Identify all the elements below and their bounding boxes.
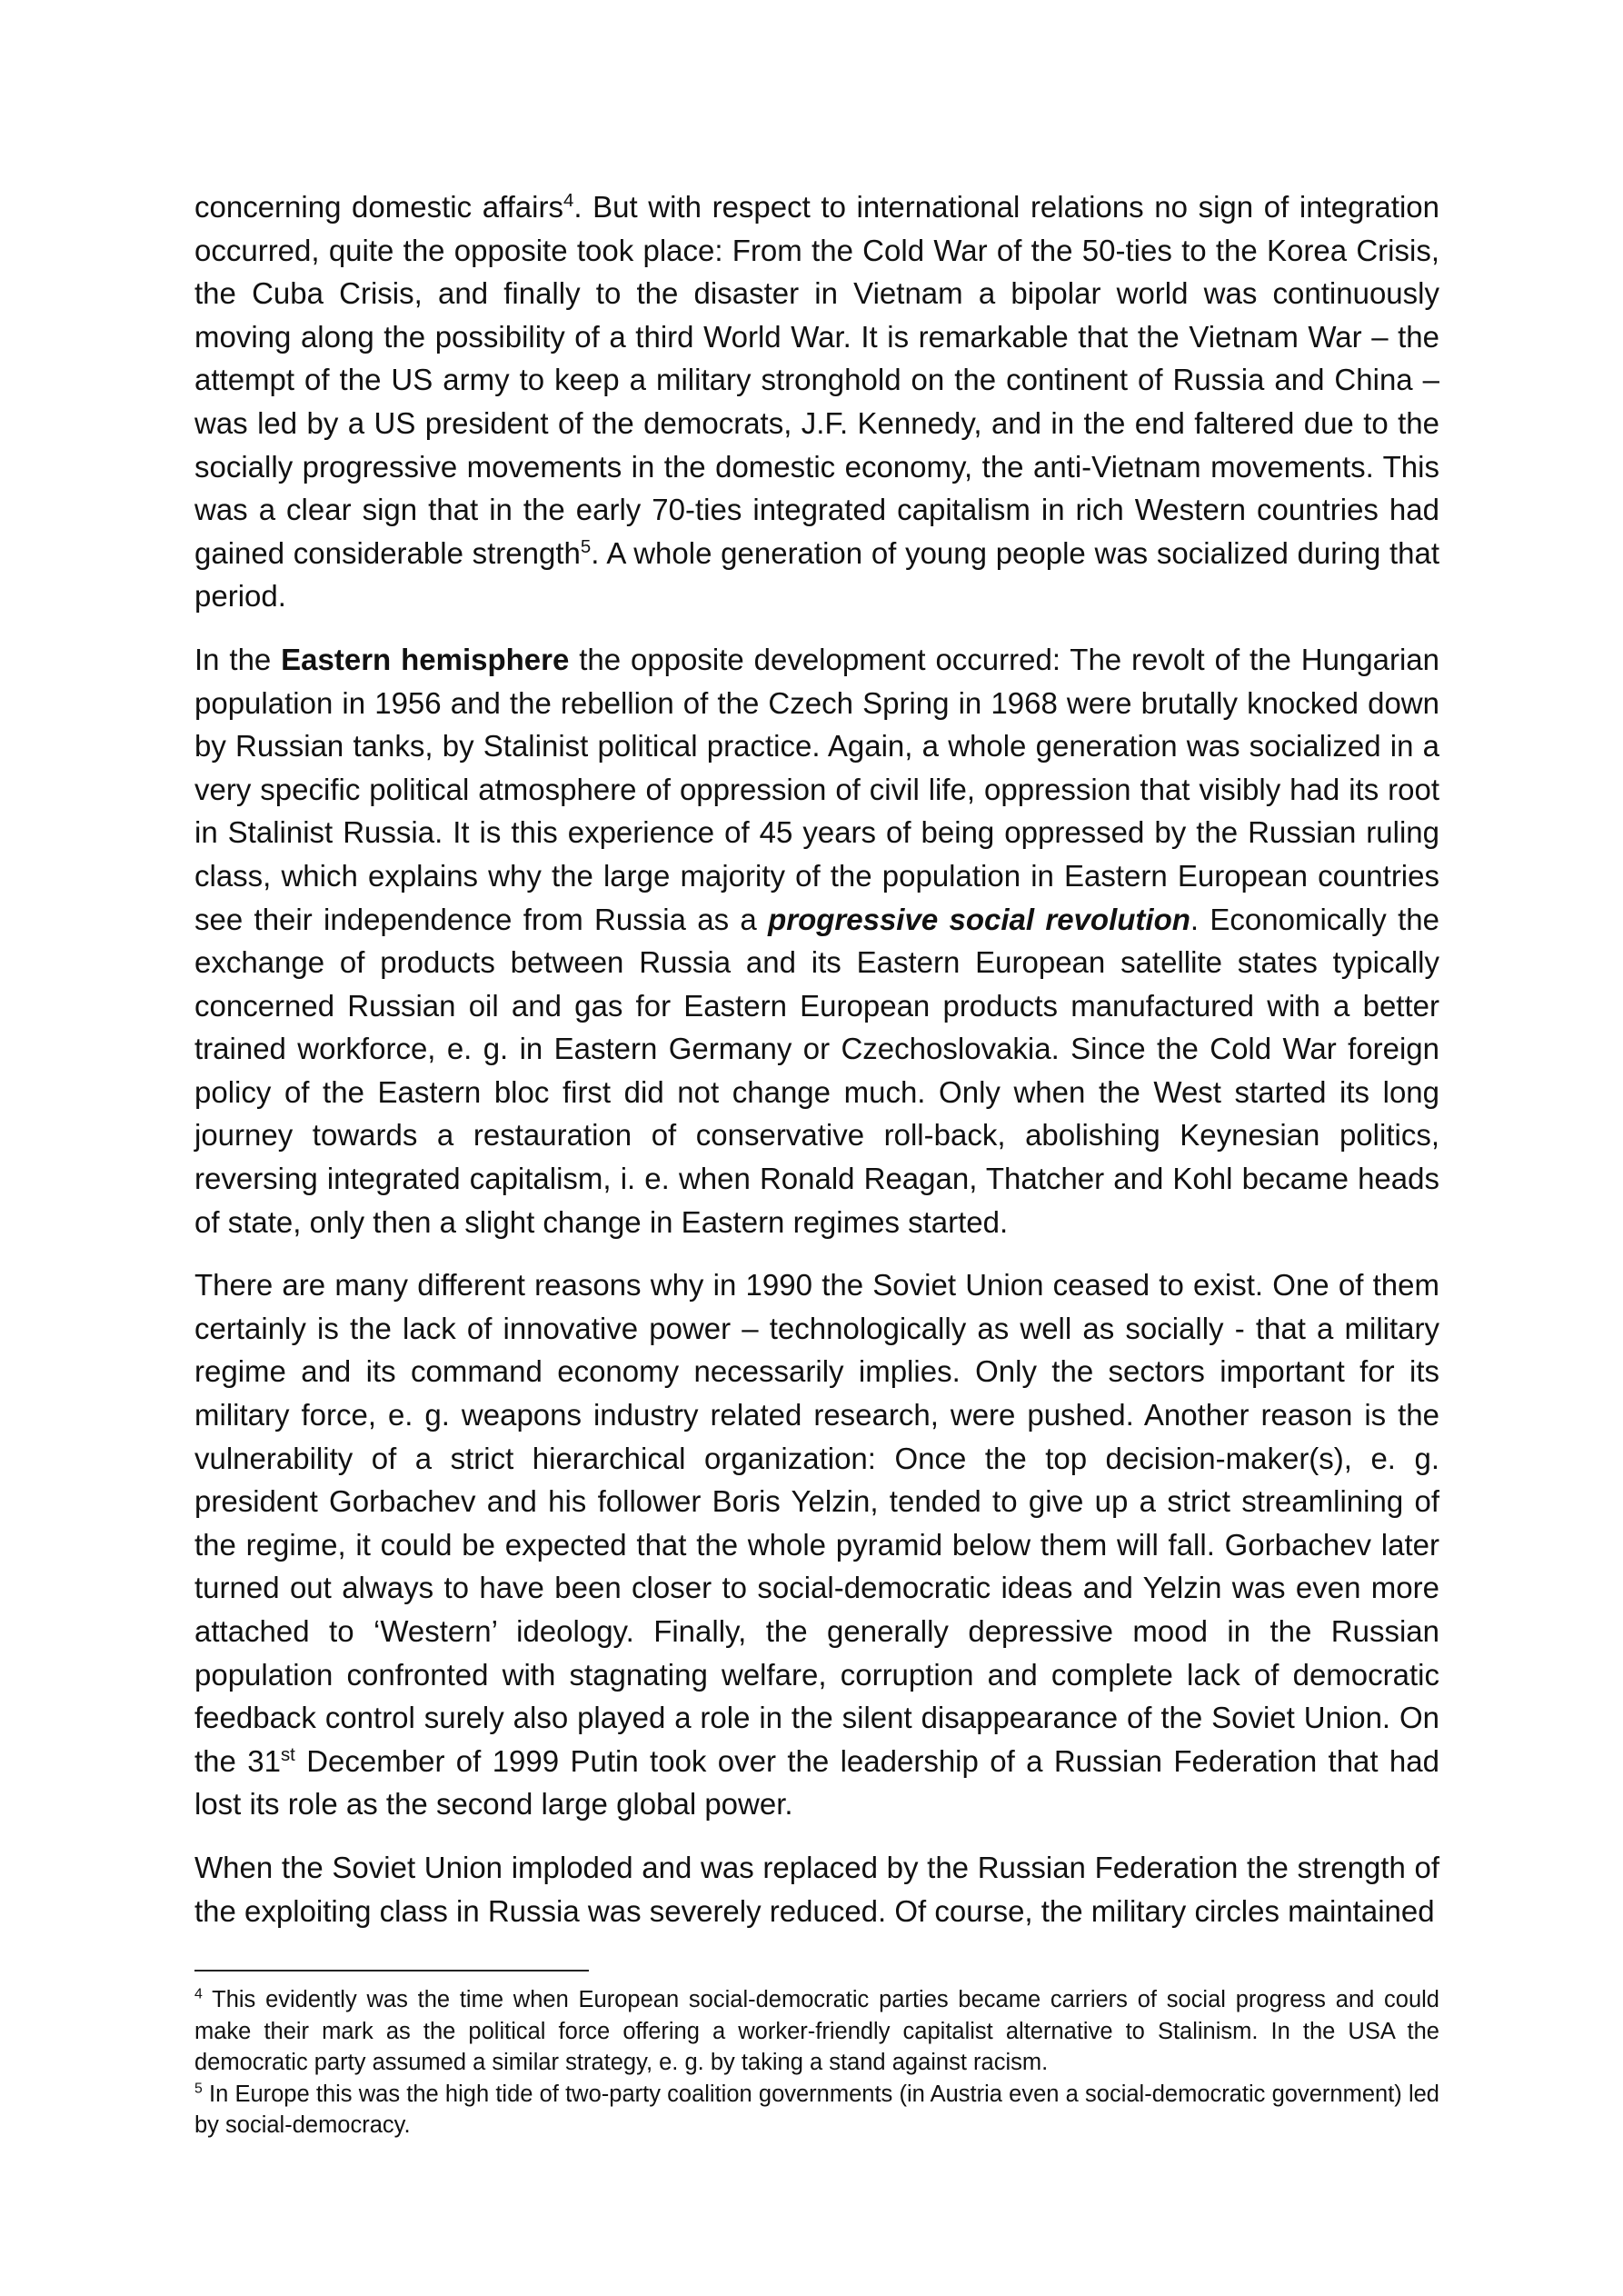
- paragraph-text: December of 1999 Putin took over the leadership of a Russian Federation that had lost its role as the second large global power.: [194, 1743, 1439, 1822]
- footnote-separator: [194, 1970, 589, 1972]
- footnotes: [194, 1984, 1439, 2141]
- footnote-reference: 4: [563, 190, 574, 211]
- body-text: [194, 185, 1439, 1952]
- ordinal-suffix: st: [280, 1743, 295, 1765]
- paragraph-text: . A whole generation of young people was socialized during that period.: [194, 535, 1439, 614]
- paragraph-text: There are many different reasons why in 1990 the Soviet Union ceased to exist. One of them certainly is the lack of innovative power – technologically as well as socially - that a military regime and its command economy necessarily implies. Only the sectors important for its military force, e. g. weapons industry related research, were pushed. Another reason is the vulnerability of a strict hierarchical organization: Once the top decision-maker(s), e. g. president Gorbachev and his follower Boris Yelzin, tended to give up a strict streamlining of the regime, it could be expected that the whole pyramid below them will fall. Gorbachev later turned out always to have been closer to social-democratic ideas and Yelzin was even more attached to ‘Western’ ideology. Finally, the generally depressive mood in the Russian population confronted with stagnating welfare, corruption and complete lack of democratic feedback control surely also played a role in the silent disappearance of the Soviet Union. On the 31: [194, 1268, 1439, 1778]
- bold-italic-term: progressive social revolution: [768, 902, 1190, 936]
- paragraph-russian-federation: [194, 1846, 1439, 1932]
- paragraph-cold-war: [194, 185, 1439, 618]
- footnote-text: In Europe this was the high tide of two-party coalition governments (in Austria even a social-democratic government) led by social-democracy.: [194, 2081, 1439, 2139]
- footnote-marker: 5: [194, 2081, 203, 2097]
- paragraph-eastern-hemisphere: [194, 638, 1439, 1243]
- paragraph-text: In the: [194, 642, 282, 676]
- paragraph-text: the opposite development occurred: The revolt of the Hungarian population in 1956 and the rebellion of the Czech Spring in 1968 were brutally knocked down by Russian tanks, by Stalinist political practice. Again, a whole generation was socialized in a very specific political atmosphere of oppression of civil life, oppression that visibly had its root in Stalinist Russia. It is this experience of 45 years of being oppressed by the Russian ruling class, which explains why the large majority of the population in Eastern European countries see their independence from Russia as a: [194, 642, 1440, 936]
- paragraph-text: concerning domestic affairs: [194, 190, 563, 224]
- footnote: [194, 2079, 1439, 2141]
- footnote-reference: 5: [580, 535, 592, 557]
- footnote: [194, 1984, 1439, 2079]
- footnote-text: This evidently was the time when European social-democratic parties became carriers of social progress and could make their mark as the political force offering a worker-friendly capitalist alternative to Stalinism. In the USA the democratic party assumed a similar strategy, e. g. by taking a stand against racism.: [194, 1987, 1439, 2076]
- footnote-marker: 4: [194, 1986, 203, 2002]
- bold-term: Eastern hemisphere: [281, 642, 570, 676]
- paragraph-soviet-collapse: [194, 1263, 1439, 1826]
- paragraph-text: . Economically the exchange of products between Russia and its Eastern European satellite states typically concerned Russian oil and gas for Eastern European products manufactured with a better trained workforce, e. g. in Eastern Germany or Czechoslovakia. Since the Cold War foreign policy of the Eastern bloc first did not change much. Only when the West started its long journey towards a restauration of conservative roll-back, abolishing Keynesian politics, reversing integrated capitalism, i. e. when Ronald Reagan, Thatcher and Kohl became heads of state, only then a slight change in Eastern regimes started.: [194, 902, 1439, 1239]
- paragraph-text: . But with respect to international relations no sign of integration occurred, quite the opposite took place: From the Cold War of the 50-ties to the Korea Crisis, the Cuba Crisis, and finally to the disaster in Vietnam a bipolar world was continuously moving along the possibility of a third World War. It is remarkable that the Vietnam War – the attempt of the US army to keep a military stronghold on the continent of Russia and China – was led by a US president of the democrats, J.F. Kennedy, and in the end faltered due to the socially progressive movements in the domestic economy, the anti-Vietnam movements. This was a clear sign that in the early 70-ties integrated capitalism in rich Western countries had gained considerable strength: [194, 190, 1439, 570]
- paragraph-text: When the Soviet Union imploded and was replaced by the Russian Federation the strength of the exploiting class in Russia was severely reduced. Of course, the military circles maintained: [194, 1850, 1439, 1928]
